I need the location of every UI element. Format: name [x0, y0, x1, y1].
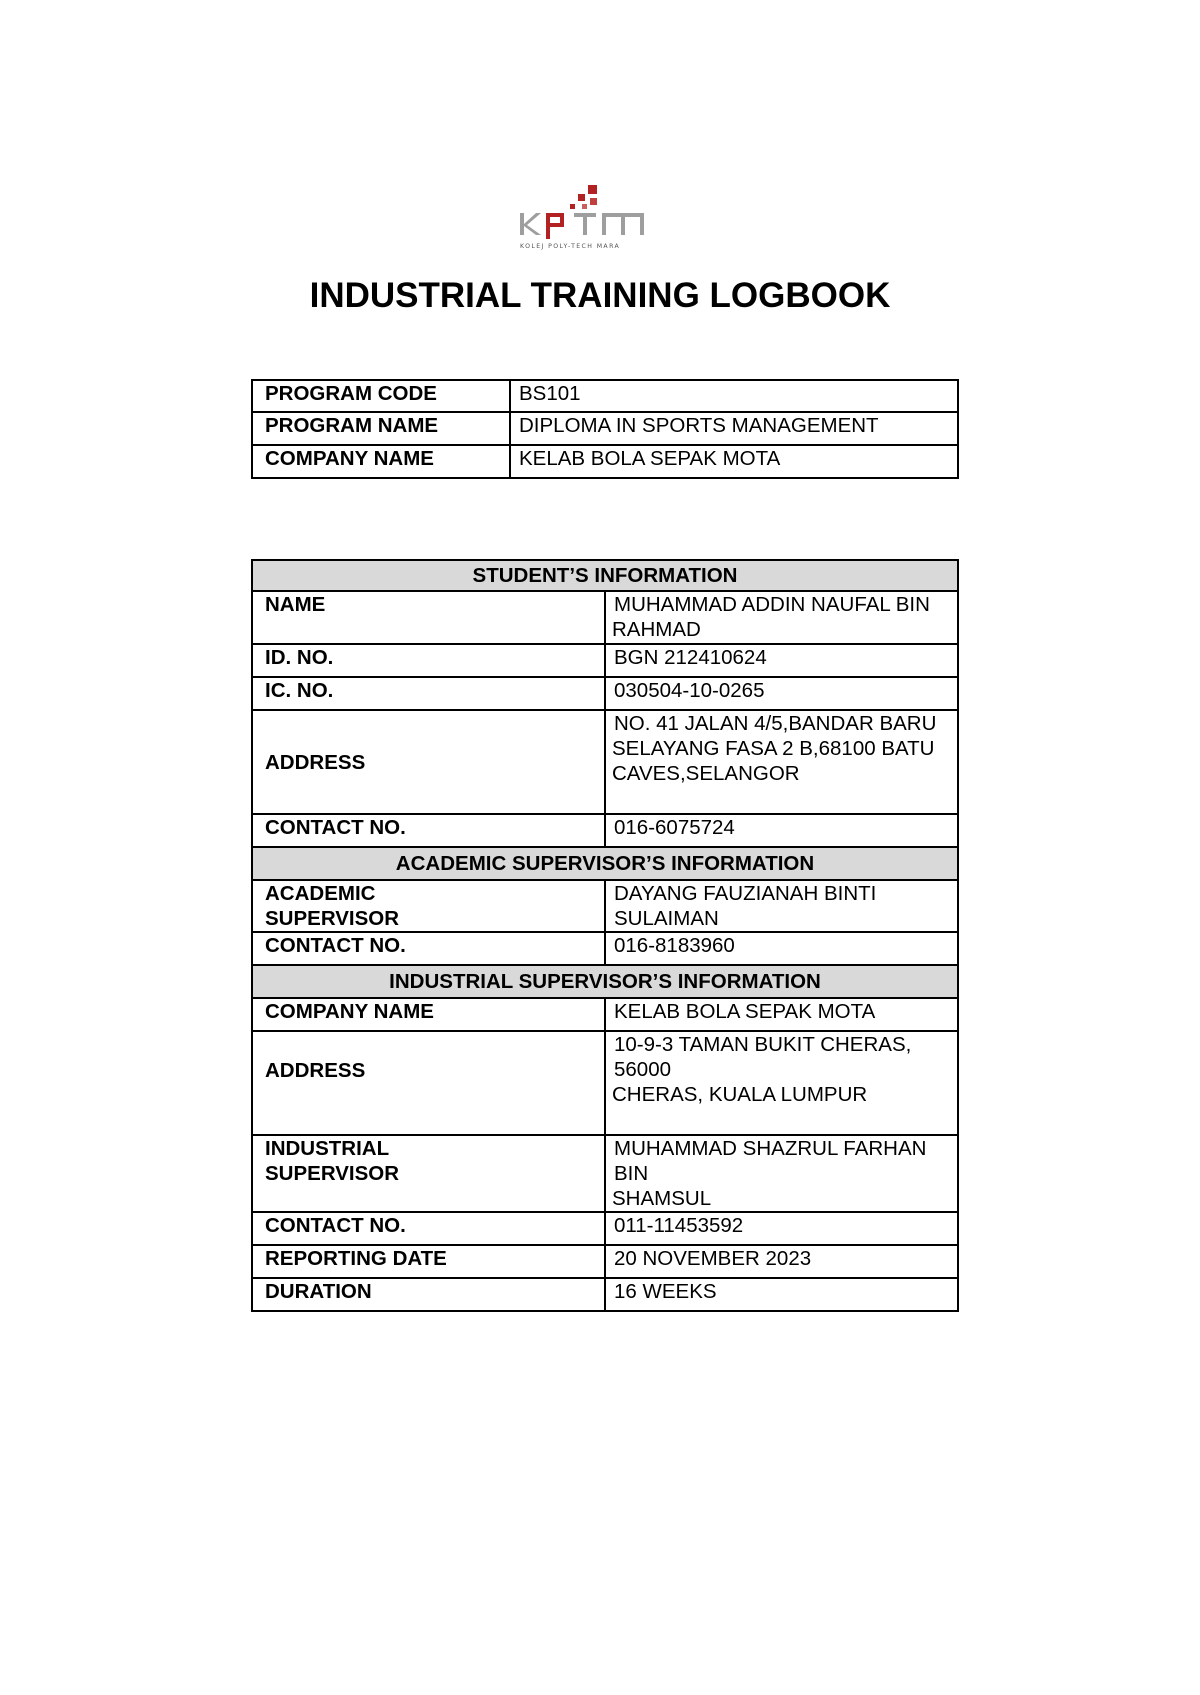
- table-row: [252, 1245, 958, 1278]
- row-label: CONTACT NO.: [252, 814, 605, 847]
- table-row: [252, 677, 958, 710]
- row-label: CONTACT NO.: [252, 932, 605, 965]
- program-table: [251, 379, 959, 479]
- table-row: [252, 932, 958, 965]
- table-row: [252, 814, 958, 847]
- academic-contact: 016-8183960: [605, 932, 958, 965]
- student-address: NO. 41 JALAN 4/5,BANDAR BARU SELAYANG FASA 2 B,68100 BATU CAVES,SELANGOR: [605, 710, 958, 814]
- student-name: MUHAMMAD ADDIN NAUFAL BIN RAHMAD: [605, 591, 958, 644]
- student-contact: 016-6075724: [605, 814, 958, 847]
- industrial-supervisor: MUHAMMAD SHAZRUL FARHAN BIN SHAMSUL: [605, 1135, 958, 1212]
- table-row: [252, 880, 958, 932]
- table-row: [252, 1212, 958, 1245]
- logo-square: [582, 204, 587, 209]
- table-row: [252, 445, 958, 478]
- table-row: [252, 380, 958, 412]
- row-label: CONTACT NO.: [252, 1212, 605, 1245]
- logo-square: [590, 198, 597, 205]
- section-header: [252, 560, 958, 591]
- row-label: DURATION: [252, 1278, 605, 1311]
- table-row: [252, 1135, 958, 1212]
- row-label: ADDRESS: [252, 1031, 605, 1135]
- reporting-date: 20 NOVEMBER 2023: [605, 1245, 958, 1278]
- table-row: [252, 412, 958, 445]
- company-name: KELAB BOLA SEPAK MOTA: [510, 445, 958, 478]
- table-row: [252, 591, 958, 644]
- academic-supervisor: DAYANG FAUZIANAH BINTI SULAIMAN: [605, 880, 958, 932]
- table-row: [252, 1031, 958, 1135]
- table-row: [252, 998, 958, 1031]
- duration: 16 WEEKS: [605, 1278, 958, 1311]
- academic-section-title: ACADEMIC SUPERVISOR’S INFORMATION: [252, 847, 958, 880]
- section-header: [252, 847, 958, 880]
- table-row: [252, 710, 958, 814]
- program-code: BS101: [510, 380, 958, 412]
- row-label: ADDRESS: [252, 710, 605, 814]
- information-table: [251, 559, 959, 1312]
- row-label: ID. NO.: [252, 644, 605, 677]
- industrial-section-title: INDUSTRIAL SUPERVISOR’S INFORMATION: [252, 965, 958, 998]
- industrial-contact: 011-11453592: [605, 1212, 958, 1245]
- row-label: PROGRAM CODE: [252, 380, 510, 412]
- logo-square: [570, 204, 575, 209]
- program-name: DIPLOMA IN SPORTS MANAGEMENT: [510, 412, 958, 445]
- logo-subtitle: KOLEJ POLY-TECH MARA: [520, 243, 621, 250]
- row-label: NAME: [252, 591, 605, 644]
- page-title: INDUSTRIAL TRAINING LOGBOOK: [309, 276, 891, 315]
- row-label: PROGRAM NAME: [252, 412, 510, 445]
- industrial-address: 10-9-3 TAMAN BUKIT CHERAS, 56000 CHERAS, KUALA LUMPUR: [605, 1031, 958, 1135]
- logo-square: [578, 194, 585, 201]
- row-label: IC. NO.: [252, 677, 605, 710]
- industrial-company: KELAB BOLA SEPAK MOTA: [605, 998, 958, 1031]
- section-header: [252, 965, 958, 998]
- student-ic: 030504-10-0265: [605, 677, 958, 710]
- student-section-title: STUDENT’S INFORMATION: [252, 560, 958, 591]
- row-label: COMPANY NAME: [252, 998, 605, 1031]
- row-label: INDUSTRIAL SUPERVISOR: [252, 1135, 605, 1212]
- student-id: BGN 212410624: [605, 644, 958, 677]
- row-label: COMPANY NAME: [252, 445, 510, 478]
- logo-square: [588, 185, 597, 194]
- row-label: ACADEMIC SUPERVISOR: [252, 880, 605, 932]
- table-row: [252, 1278, 958, 1311]
- kptm-logo: [518, 180, 664, 260]
- table-row: [252, 644, 958, 677]
- row-label: REPORTING DATE: [252, 1245, 605, 1278]
